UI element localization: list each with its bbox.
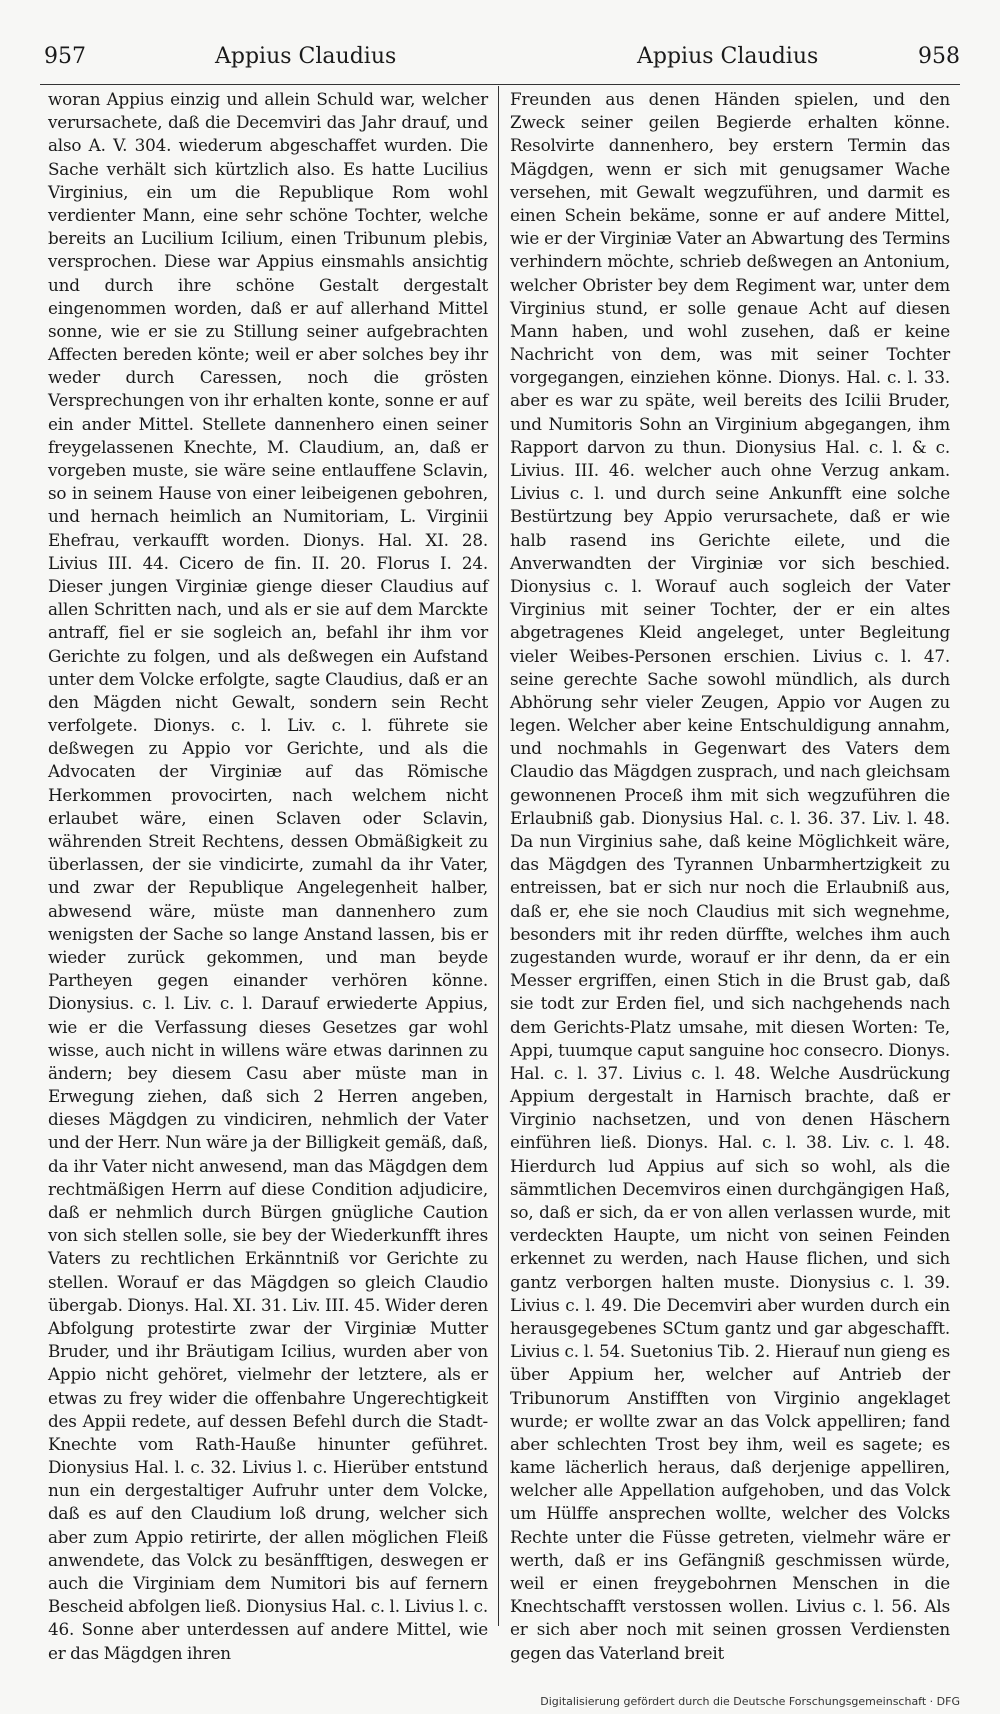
page-number-right: 958 (918, 44, 960, 69)
column-text-right: Freunden aus denen Händen spielen, und den Zweck seiner geilen Begierde erhalten könne. Resolvirte dannenhero, bey erstern Termin das Mägdgen, wenn er sich mit genugsamer Wache versehen, mit Gewalt wegzuführen, und darmit es einen Schein bekäme, sonne er auf andere Mittel, wie er der Virginiæ Vater an Abwartung des Termins verhindern möchte, schrieb deßwegen an Antonium, welcher Obrister bey dem Regiment war, unter dem Virginius stund, er solle genaue Acht auf diesen Mann haben, und wohl zusehen, daß er keine Nachricht von dem, was mit seiner Tochter vorgegangen, einziehen könne. Dionys. Hal. c. l. 33. aber es war zu späte, weil bereits des Icilii Bruder, und Numitoris Sohn an Virginium abgegangen, ihm Rapport darvon zu thun. Dionysius Hal. c. l. & c. Livius. III. 46. welcher auch ohne Verzug ankam. Livius c. l. und durch seine Ankunfft eine solche Bestürtzung bey Appio verursachete, daß er wie halb rasend ins Gerichte eilete, und die Anverwandten der Virginiæ vor sich beschied. Dionysius c. l. Worauf auch sogleich der Vater Virginius mit seiner Tochter, der er ein altes abgetragenes Kleid angeleget, unter Begleitung vieler Weibes-Personen erschien. Livius c. l. 47. seine gerechte Sache sowohl mündlich, als durch Abhörung sehr vieler Zeugen, Appio vor Augen zu legen. Welcher aber keine Entschuldigung annahm, und nochmahls in Gegenwart des Vaters dem Claudio das Mägdgen zusprach, und nach gleichsam gewonnenen Proceß ihm mit sich wegzuführen die Erlaubniß gab. Dionysius Hal. c. l. 36. 37. Liv. l. 48. Da nun Virginius sahe, daß keine Möglichkeit wäre, das Mägdgen des Tyrannen Unbarmhertzigkeit zu entreissen, bat er sich nur noch die Erlaubniß aus, daß er, ehe sie noch Claudius mit sich wegnehme, besonders mit ihr reden dürffte, welches ihm auch zugestanden wurde, worauf er ihr denn, da er ein Messer ergriffen, einen Stich in die Brust gab, daß sie todt zur Erden fiel, und sich nachgehends nach dem Gerichts-Platz umsahe, mit diesen Worten: Te, Appi, tuumque caput sanguine hoc consecro. Dionys. Hal. c. l. 37. Livius c. l. 48. Welche Ausdrückung Appium dergestalt in Harnisch brachte, daß er Virginio nachsetzen, und von denen Häschern einführen ließ. Dionys. Hal. c. l. 38. Liv. c. l. 48. Hierdurch lud Appius auf sich so wohl, als die sämmtlichen Decemviros einen durchgängigen Haß, so, daß er sich, da er von allen verlassen wurde, mit verdeckten Haupte, um nicht von seinen Feinden erkennet zu werden, nach Hause flichen, und sich gantz verborgen halten muste. Dionysius c. l. 39. Livius c. l. 49. Die Decemviri aber wurden durch ein herausgegebenes SCtum gantz und gar abgeschafft. Livius c. l. 54. Suetonius Tib. 2. Hierauf nun gieng es über Appium her, welcher auf Antrieb der Tribunorum Anstifften von Virginio angeklaget wurde; er wollte zwar an das Volck appelliren; fand aber schlechten Trost bey ihm, weil es sagete; es kame lächerlich heraus, daß derjenige appelliren, welcher alle Appellation aufgehoben, und das Volck um Hülffe ansprechen wollte, welcher des Volcks Rechte unter die Füsse getreten, vielmehr wäre er werth, daß er ins Gefängniß geschmissen würde, weil er einen freygebohrnen Menschen in die Knechtschafft verstossen wollen. Livius c. l. 56. Als er sich aber noch mit seinen grossen Verdiensten gegen das Vaterland breit (510, 89, 950, 1663)
column-divider (498, 86, 499, 1626)
text-column-left (48, 88, 488, 1665)
page-header (40, 44, 960, 84)
running-title-right: Appius Claudius (637, 44, 819, 69)
column-text-left: woran Appius einzig und allein Schuld war, welcher verursachete, daß die Decemviri das Jahr drauf, und also A. V. 304. wiederum abgeschaffet wurden. Die Sache verhält sich kürtzlich also. Es hatte Lucilius Virginius, ein um die Republique Rom wohl verdienter Mann, eine sehr schöne Tochter, welche bereits an Lucilium Icilium, einen Tribunum plebis, versprochen. Diese war Appius einsmahls ansichtig und durch ihre schöne Gestalt dergestalt eingenommen worden, daß er auf allerhand Mittel sonne, wie er sie zu Stillung seiner aufgebrachten Affecten bereden könte; weil er aber solches bey ihr weder durch Caressen, noch die grösten Versprechungen von ihr erhalten konte, sonne er auf ein ander Mittel. Stellete dannenhero einen seiner freygelassenen Knechte, M. Claudium, an, daß er vorgeben muste, sie wäre seine entlauffene Sclavin, so in seinem Hause von einer leibeigenen gebohren, und hernach heimlich an Numitoriam, L. Virginii Ehefrau, verkaufft worden. Dionys. Hal. XI. 28. Livius III. 44. Cicero de fin. II. 20. Florus I. 24. Dieser jungen Virginiæ gienge dieser Claudius auf allen Schritten nach, und als er sie auf dem Marckte antraff, fiel er sie sogleich an, befahl ihr ihm vor Gerichte zu folgen, und als deßwegen ein Aufstand unter dem Volcke erfolgte, sagte Claudius, daß er an den Mägden nicht Gewalt, sondern sein Recht verfolgete. Dionys. c. l. Liv. c. l. führete sie deßwegen zu Appio vor Gerichte, und als die Advocaten der Virginiæ auf das Römische Herkommen provocirten, nach welchem nicht erlaubet wäre, einen Sclaven oder Sclavin, währenden Streit Rechtens, dessen Obmäßigkeit zu überlassen, der sie vindicirte, zumahl da ihr Vater, und zwar der Republique Angelegenheit halber, abwesend wäre, müste man dannenhero zum wenigsten der Sache so lange Anstand lassen, bis er wieder zurück gekommen, und man beyde Partheyen gegen einander verhören könne. Dionysius. c. l. Liv. c. l. Darauf erwiederte Appius, wie er die Verfassung dieses Gesetzes gar wohl wisse, auch nicht in willens wäre etwas darinnen zu ändern; bey diesem Casu aber müste man in Erwegung ziehen, daß sich 2 Herren angeben, dieses Mägdgen zu vindiciren, nehmlich der Vater und der Herr. Nun wäre ja der Billigkeit gemäß, daß, da ihr Vater nicht anwesend, man das Mägdgen dem rechtmäßigen Herrn auf diese Condition adjudicire, daß er nehmlich durch Bürgen gnügliche Caution von sich stellen solle, sie bey der Wiederkunfft ihres Vaters zu rechtlichen Erkänntniß vor Gerichte zu stellen. Worauf er das Mägdgen so gleich Claudio übergab. Dionys. Hal. XI. 31. Liv. III. 45. Wider deren Abfolgung protestirte zwar der Virginiæ Mutter Bruder, und ihr Bräutigam Icilius, wurden aber von Appio nicht gehöret, vielmehr der letztere, als er etwas zu frey wider die offenbahre Ungerechtigkeit des Appii redete, auf dessen Befehl durch die Stadt-Knechte vom Rath-Hauße hinunter geführet. Dionysius Hal. l. c. 32. Livius l. c. Hierüber entstund nun ein dergestaltiger Aufruhr unter dem Volcke, daß es auf den Claudium loß drung, welcher sich aber zum Appio retirirte, der allen möglichen Fleiß anwendete, das Volck zu besänfftigen, deswegen er auch die Virginiam dem Numitori bis auf fernern Bescheid abfolgen ließ. Dionysius Hal. c. l. Livius l. c. 46. Sonne aber unterdessen auf andere Mittel, wie er das Mägdgen ihren (48, 89, 488, 1663)
page-number-left: 957 (44, 44, 86, 69)
header-rule (40, 84, 960, 85)
running-title-left: Appius Claudius (215, 44, 397, 69)
text-column-right (510, 88, 950, 1665)
digitization-credit: Digitalisierung gefördert durch die Deutsche Forschungsgemeinschaft · DFG (540, 1695, 960, 1708)
